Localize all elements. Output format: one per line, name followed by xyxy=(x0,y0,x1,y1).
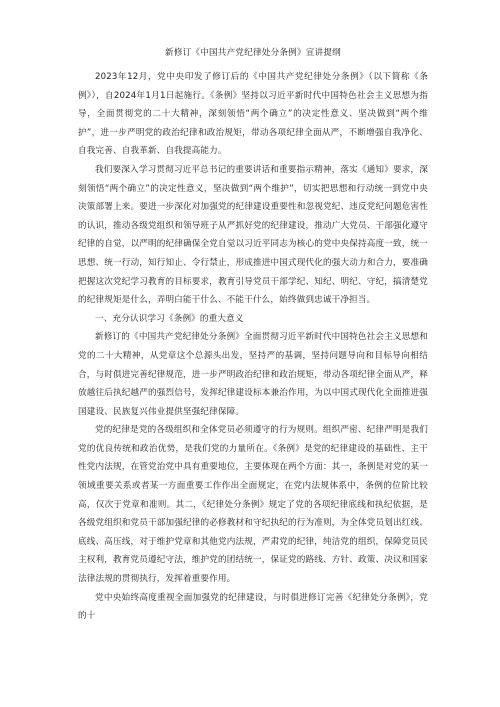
intro-paragraph-1: 2023年12月，党中央印发了修订后的《中国共产党纪律处分条例》（以下简称《条例》），自2024年1月1日起施行。《条例》坚持以习近平新时代中国特色社会主义思想为指导，全面贯彻党的二十大精神，深刻领悟“两个确立”的决定性意义、坚决做到“两个维护”，进一步严明党的政治纪律和政治规矩，带动各项纪律全面从严，不断增强自我净化、自我完善、自我革新、自我提高能力。 xyxy=(78,72,428,157)
section-paragraph-1: 新修订的《中国共产党纪律处分条例》全面贯彻习近平新时代中国特色社会主义思想和党的二十大精神，从党章这个总源头出发，坚持严的基调，坚持问题导向和目标导向相结合，与时俱进完善纪律规范，进一步严明政治纪律和政治规矩，带动各项纪律全面从严，释放越往后执纪越严的强烈信号，发挥纪律建设标本兼治作用，为以中国式现代化全面推进强国建设、民族复兴伟业提供坚强纪律保障。 xyxy=(78,332,428,417)
intro-paragraph-2: 我们要深入学习贯彻习近平总书记的重要讲话和重要指示精神，落实《通知》要求，深刻领悟“两个确立”的决定性意义，坚决做到“两个维护”，切实把思想和行动统一到党中央决策部署上来。要进一步深化对加强党的纪律建设重要性和忽视党纪、违反党纪问题危害性的认识，推动各级党组织和领导班子从严抓好党的纪律建设，推动广大党员、干部强化遵守纪律的自觉，以严明的纪律确保全党自觉以习近平同志为核心的党中央保持高度一致，统一思想、统一行动，知行知止、令行禁止，形成推进中国式现代化的强大动力和合力，要准确把握这次党纪学习教育的目标要求，教育引导党员干部学纪、知纪、明纪、守纪，搞清楚党的纪律规矩是什么，弄明白能干什么、不能干什么，始终做到忠诚干净担当。 xyxy=(78,164,428,306)
document-title: 新修订《中国共产党纪律处分条例》宣讲提纲 xyxy=(165,48,341,58)
section-paragraph-2: 党的纪律是党的各级组织和全体党员必须遵守的行为规则。组织严密、纪律严明是我们党的优良传统和政治优势，是我们党的力量所在。《条例》是党的纪律建设的基础性、主干性党内法规，在管党治党中具有重要地位，主要体现在两个方面：其一，条例是对党的某一领域重要关系或者某一方面重要工作作出全面规定，在党内法规体系中，条例的位阶比较高，仅次于党章和准则。其二，《纪律处分条例》规定了党的各项纪律底线和执纪依据，是各级党组织和党员干部加强纪律的必修教材和守纪执纪的行为准则，为全体党员划出红线、底线、高压线，对于维护党章和其他党内法规，严肃党的纪律，纯洁党的组织，保障党员民主权利，教育党员遵纪守法，维护党的团结统一，保证党的路线、方针、政策、决议和国家法律法规的贯彻执行，发挥着重要作用。 xyxy=(78,425,428,585)
section-heading-1: 一、充分认识学习《条例》的重大意义 xyxy=(95,313,244,324)
section-paragraph-3: 党中央始终高度重视全面加强党的纪律建设，与时俱进修订完善《纪律处分条例》，党的十 xyxy=(78,592,428,622)
